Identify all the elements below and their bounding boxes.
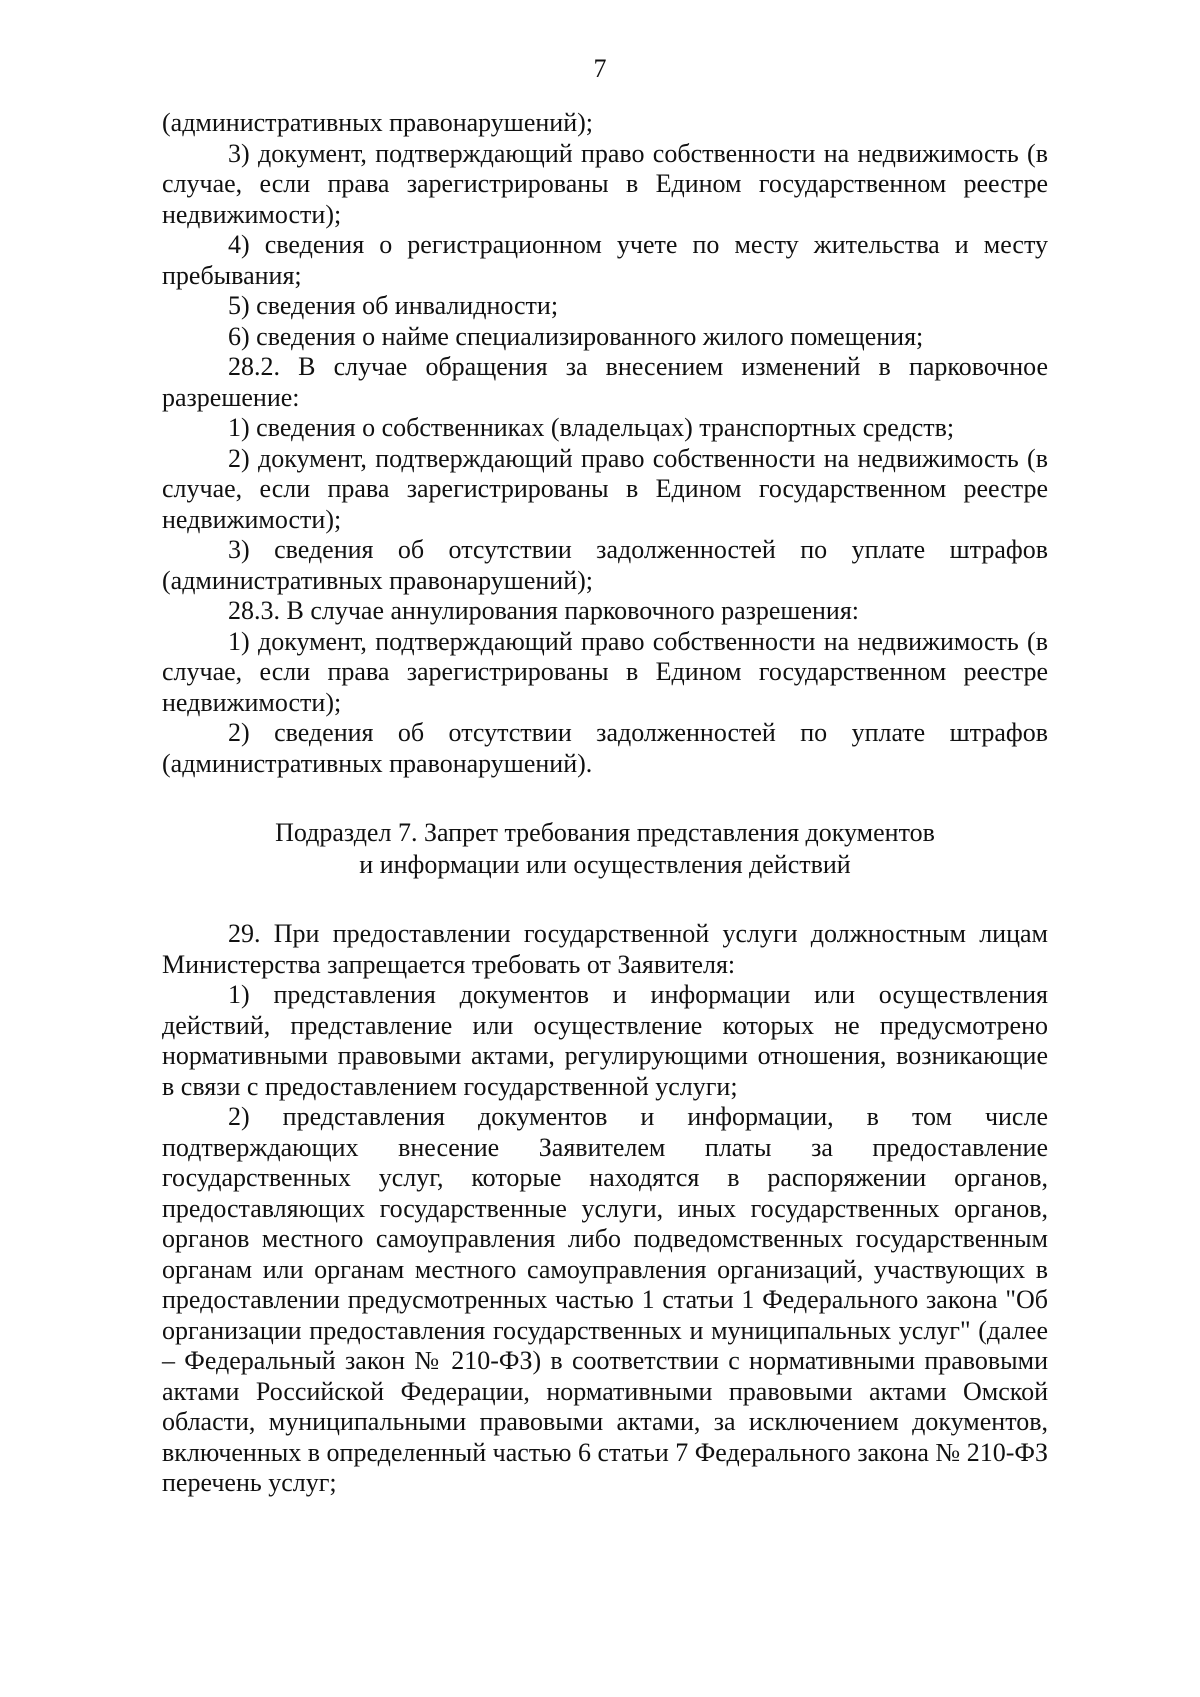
- paragraph: 4) сведения о регистрационном учете по месту жительства и месту пребывания;: [162, 230, 1048, 290]
- paragraph: 28.3. В случае аннулирования парковочного разрешения:: [228, 596, 860, 625]
- paragraph-group-top: [162, 108, 1048, 779]
- paragraph: (административных правонарушений);: [162, 108, 593, 137]
- paragraph: 3) документ, подтверждающий право собственности на недвижимость (в случае, если права зарегистрированы в Едином государственном реестре недвижимости);: [162, 138, 1048, 229]
- paragraph: 1) представления документов и информации или осуществления действий, представление или осуществление которых не предусмотрено нормативными правовыми актами, регулирующими отношения, возникающие в связи с предоставлением государственной услуги;: [162, 980, 1048, 1101]
- paragraph: 2) документ, подтверждающий право собственности на недвижимость (в случае, если права зарегистрированы в Едином государственном реестре недвижимости);: [162, 443, 1048, 534]
- paragraph: 1) документ, подтверждающий право собственности на недвижимость (в случае, если права зарегистрированы в Едином государственном реестре недвижимости);: [162, 626, 1048, 717]
- page-content: [162, 108, 1048, 1499]
- paragraph: 5) сведения об инвалидности;: [228, 291, 559, 320]
- paragraph: 29. При предоставлении государственной услуги должностным лицам Министерства запрещается требовать от Заявителя:: [162, 919, 1048, 979]
- page-number: 7: [593, 54, 607, 83]
- paragraph: 3) сведения об отсутствии задолженностей по уплате штрафов (административных правонарушений);: [162, 535, 1048, 595]
- paragraph-group-bottom: [162, 919, 1048, 1499]
- section-heading-line: и информации или осуществления действий: [359, 850, 851, 879]
- paragraph: 2) сведения об отсутствии задолженностей по уплате штрафов (административных правонарушений).: [162, 718, 1048, 778]
- section-heading-line: Подраздел 7. Запрет требования представления документов: [275, 818, 935, 847]
- paragraph: 1) сведения о собственниках (владельцах) транспортных средств;: [228, 413, 955, 442]
- spacer: [162, 881, 1048, 919]
- paragraph: 28.2. В случае обращения за внесением изменений в парковочное разрешение:: [162, 352, 1048, 412]
- paragraph: 6) сведения о найме специализированного жилого помещения;: [228, 321, 924, 351]
- section-heading: [162, 817, 1048, 881]
- paragraph: 2) представления документов и информации, в том числе подтверждающих внесение Заявителем платы за предоставление государственных услуг, которые находятся в распоряжении органов, предоставляющих государственные услуги, иных государственных органов, органов местного самоуправления либо подведомственных государственным органам или органам местного самоуправления организаций, участвующих в предоставлении предусмотренных частью 1 статьи 1 Федерального закона "Об организации предоставления государственных и муниципальных услуг" (далее – Федеральный закон № 210-ФЗ) в соответствии с нормативными правовыми актами Российской Федерации, нормативными правовыми актами Омской области, муниципальными правовыми актами, за исключением документов, включенных в определенный частью 6 статьи 7 Федерального закона № 210-ФЗ перечень услуг;: [162, 1102, 1048, 1497]
